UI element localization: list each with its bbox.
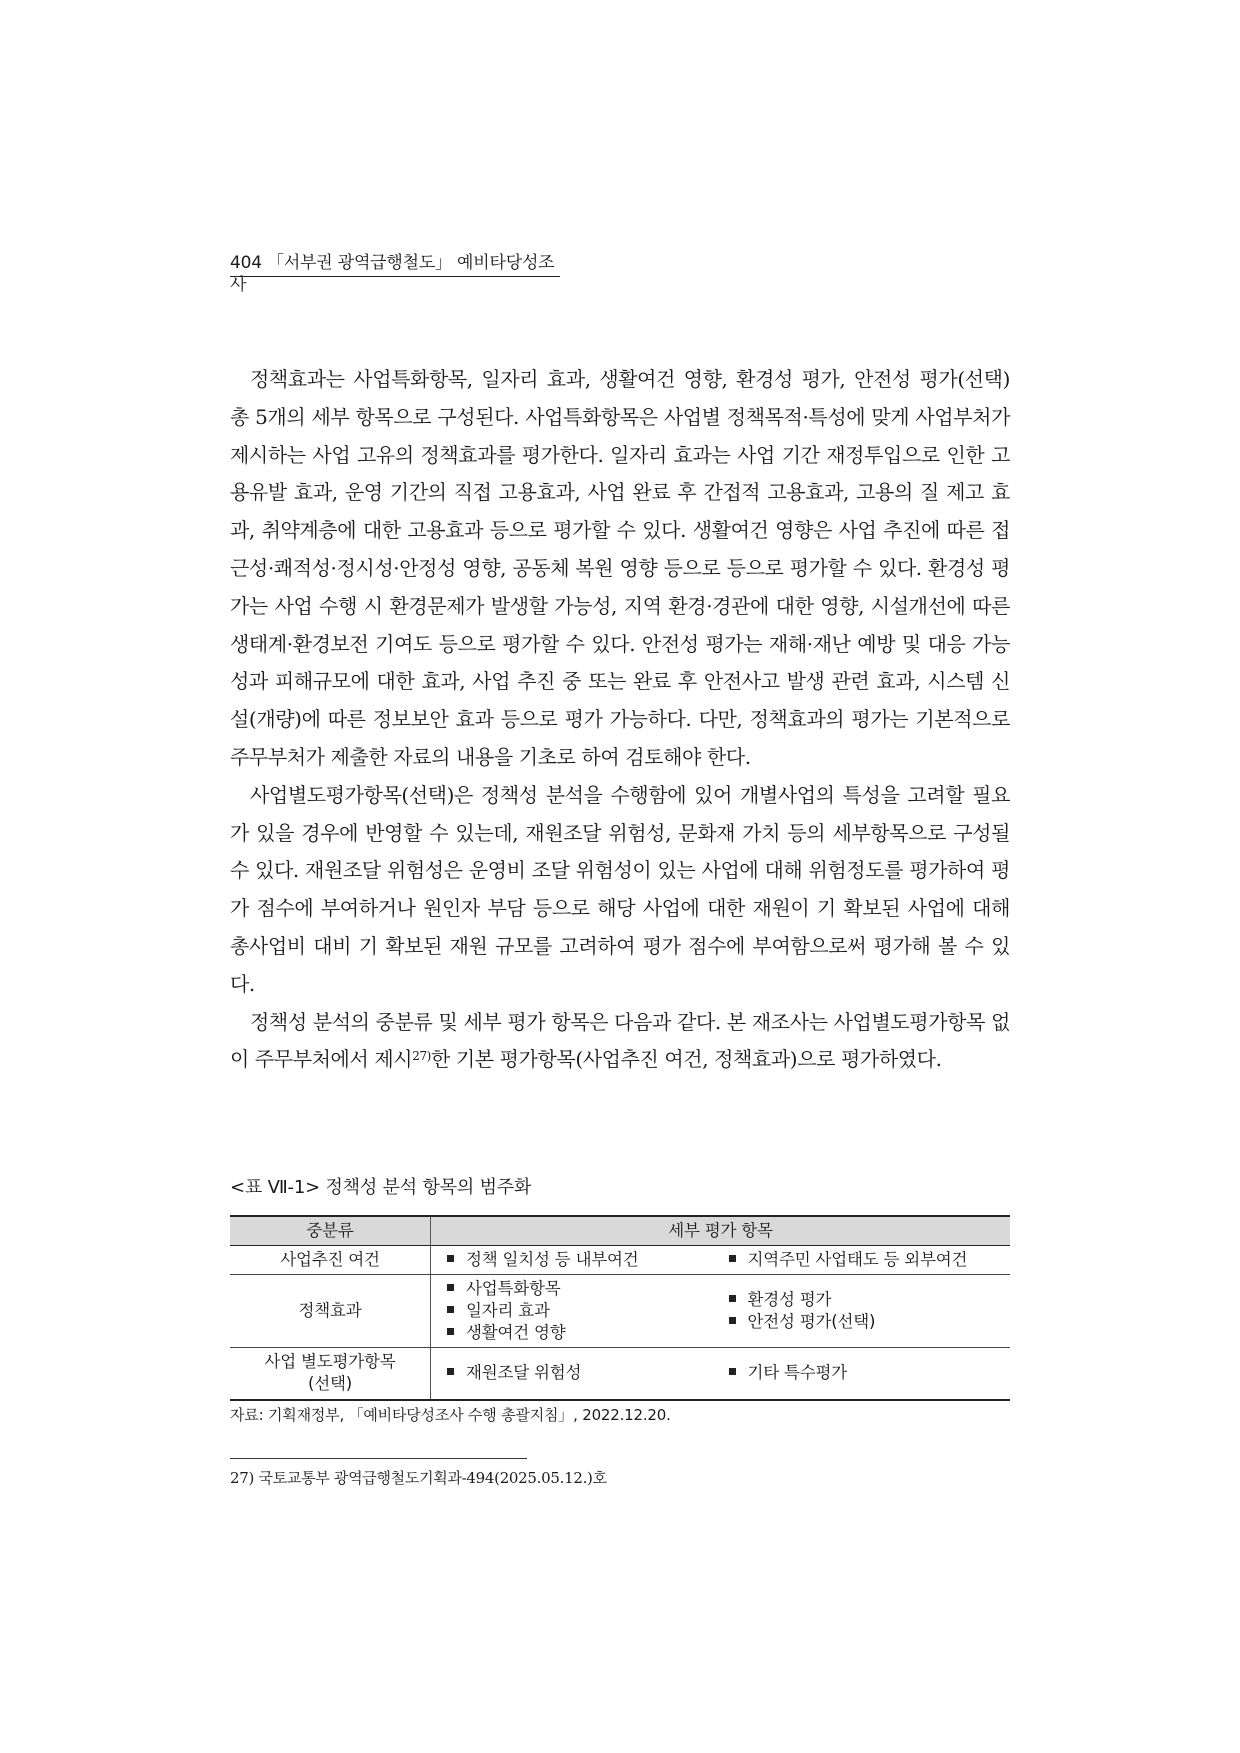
paragraph-text: 한 기본 평가항목(사업추진 여건, 정책효과)으로 평가하였다. (430, 1047, 942, 1072)
list-item: 기타 특수평가 (729, 1362, 1011, 1384)
footnote-27: 27) 국토교통부 광역급행철도기획과-494(2025.05.12.)호 (230, 1469, 607, 1487)
paragraph-classification (230, 1004, 1010, 1080)
square-bullet-icon (447, 1306, 454, 1313)
list-item: 일자리 효과 (447, 1300, 729, 1322)
category-line: 사업 별도평가항목 (264, 1352, 396, 1372)
category-line: (선택) (308, 1374, 352, 1394)
table-row (230, 1246, 1010, 1275)
detail-items-cell (431, 1246, 1011, 1275)
category-cell: 정책효과 (230, 1275, 431, 1348)
square-bullet-icon (729, 1255, 736, 1262)
list-item: 재원조달 위험성 (447, 1362, 729, 1384)
table-source-note: 자료: 기획재정부, 「예비타당성조사 수행 총괄지침」, 2022.12.20. (230, 1406, 671, 1424)
footnote-divider (230, 1458, 527, 1459)
paragraph-text: 정책성 분석의 중분류 및 세부 평가 항목은 다음과 같다. 본 재조사는 사업별도평가항목 없이 주무부처에서 제시 (230, 1009, 1010, 1072)
footnote-reference[interactable]: 27) (412, 1049, 431, 1064)
table-row (230, 1348, 1010, 1400)
body-text (230, 361, 1010, 1079)
square-bullet-icon (447, 1368, 454, 1375)
category-cell: 사업추진 여건 (230, 1246, 431, 1275)
policy-category-table (230, 1215, 1010, 1401)
list-item: 사업특화항목 (447, 1278, 729, 1300)
square-bullet-icon (729, 1317, 736, 1324)
table-caption: <표 Ⅶ-1> 정책성 분석 항목의 범주화 (230, 1177, 532, 1198)
square-bullet-icon (447, 1284, 454, 1291)
table-header-row (230, 1216, 1010, 1246)
running-header: 404 「서부권 광역급행철도」 예비타당성조사 (230, 253, 555, 295)
square-bullet-icon (447, 1255, 454, 1262)
list-item: 환경성 평가 (729, 1289, 1011, 1311)
square-bullet-icon (729, 1368, 736, 1375)
detail-items-cell (431, 1348, 1011, 1400)
list-item: 지역주민 사업태도 등 외부여건 (729, 1249, 1011, 1271)
header-detail-items: 세부 평가 항목 (431, 1216, 1011, 1246)
list-item: 정책 일치성 등 내부여건 (447, 1249, 729, 1271)
table-row (230, 1275, 1010, 1348)
paragraph-policy-effects: 정책효과는 사업특화항목, 일자리 효과, 생활여건 영향, 환경성 평가, 안전성 평가(선택) 총 5개의 세부 항목으로 구성된다. 사업특화항목은 사업별 정책목적·특성에 맞게 사업부처가 제시하는 사업 고유의 정책효과를 평가한다. 일자리 효과는 사업 기간 재정투입으로 인한 고용유발 효과, 운영 기간의 직접 고용효과, 사업 완료 후 간접적 고용효과, 고용의 질 제고 효과, 취약계층에 대한 고용효과 등으로 평가할 수 있다. 생활여건 영향은 사업 추진에 따른 접근성·쾌적성·정시성·안정성 영향, 공동체 복원 영향 등으로 등으로 평가할 수 있다. 환경성 평가는 사업 수행 시 환경문제가 발생할 가능성, 지역 환경·경관에 대한 영향, 시설개선에 따른 생태계·환경보전 기여도 등으로 평가할 수 있다. 안전성 평가는 재해·재난 예방 및 대응 가능성과 피해규모에 대한 효과, 사업 추진 중 또는 완료 후 안전사고 발생 관련 효과, 시스템 신설(개량)에 따른 정보보안 효과 등으로 평가 가능하다. 다만, 정책효과의 평가는 기본적으로 주무부처가 제출한 자료의 내용을 기초로 하여 검토해야 한다. (230, 367, 1010, 769)
square-bullet-icon (447, 1328, 454, 1335)
paragraph-separate-evaluation: 사업별도평가항목(선택)은 정책성 분석을 수행함에 있어 개별사업의 특성을 고려할 필요가 있을 경우에 반영할 수 있는데, 재원조달 위험성, 문화재 가치 등의 세부항목으로 구성될 수 있다. 재원조달 위험성은 운영비 조달 위험성이 있는 사업에 대해 위험정도를 평가하여 평가 점수에 부여하거나 원인자 부담 등으로 해당 사업에 대한 재원이 기 확보된 사업에 대해 총사업비 대비 기 확보된 재원 규모를 고려하여 평가 점수에 부여함으로써 평가해 볼 수 있다. (230, 782, 1010, 996)
category-cell (230, 1348, 431, 1400)
square-bullet-icon (729, 1295, 736, 1302)
header-underline (230, 276, 560, 277)
list-item: 생활여건 영향 (447, 1322, 729, 1344)
list-item: 안전성 평가(선택) (729, 1311, 1011, 1333)
detail-items-cell (431, 1275, 1011, 1348)
header-category: 중분류 (230, 1216, 431, 1246)
